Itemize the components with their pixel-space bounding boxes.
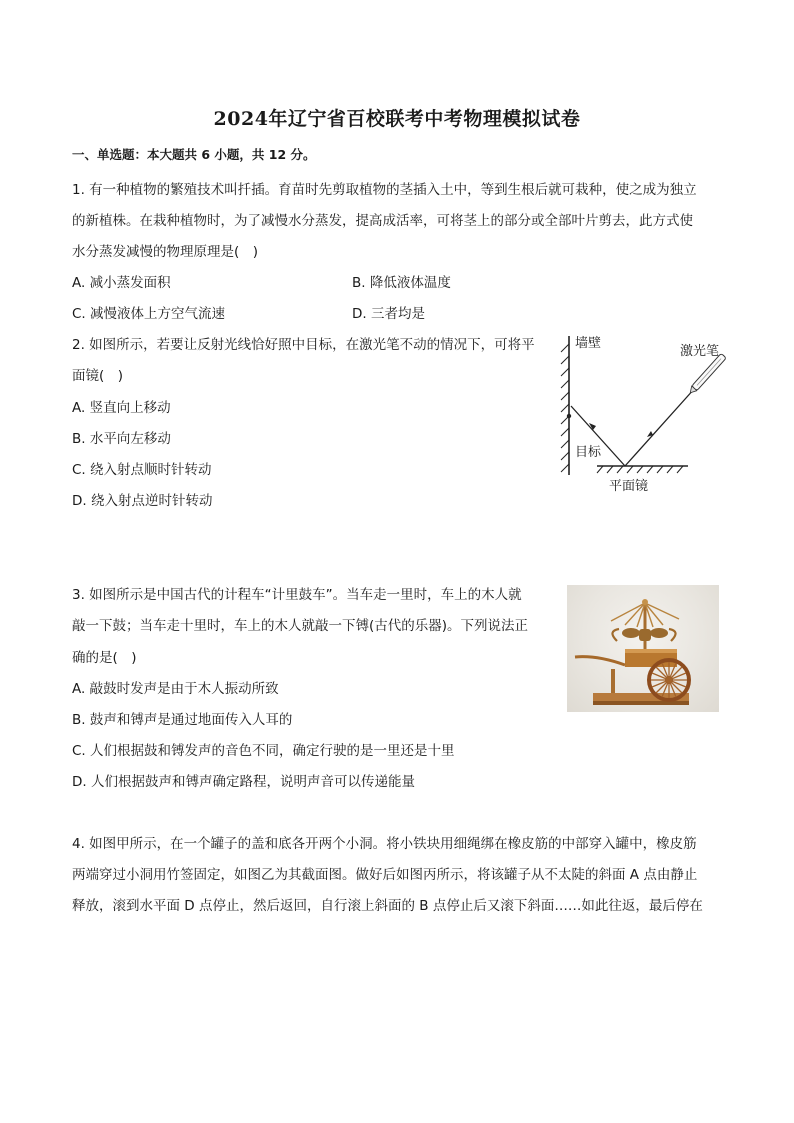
- section-heading: 一、单选题：本大题共 6 小题，共 12 分。: [72, 147, 316, 162]
- exam-title: 2024年辽宁省百校联考中考物理模拟试卷: [213, 108, 581, 130]
- q2-option-a[interactable]: A. 竖直向上移动: [72, 400, 171, 416]
- q4-line-3: 释放，滚到水平面 D 点停止，然后返回，自行滚上斜面的 B 点停止后又滚下斜面……如此往返，最后停在: [72, 898, 703, 914]
- q2-option-b[interactable]: B. 水平向左移动: [72, 431, 171, 447]
- q3-option-c[interactable]: C. 人们根据鼓和镈发声的音色不同，确定行驶的是一里还是十里: [72, 743, 455, 759]
- q3-option-d[interactable]: D. 人们根据鼓声和镈声确定路程，说明声音可以传递能量: [72, 774, 415, 790]
- reflection-diagram: [555, 330, 730, 495]
- q4-line-1: 4. 如图甲所示，在一个罐子的盖和底各开两个小洞。将小铁块用细绳绑在橡皮筋的中部穿入罐中，橡皮筋: [72, 836, 697, 852]
- drum-carriage-photo: [567, 585, 719, 712]
- q2-line-2: 面镜( ): [72, 368, 124, 384]
- q4-line-2: 两端穿过小洞用竹签固定，如图乙为其截面图。做好后如图丙所示，将该罐子从不太陡的斜面 A 点由静止: [72, 867, 698, 883]
- mirror-hatch: [597, 466, 683, 473]
- laser-label: 激光笔: [680, 344, 720, 359]
- target-dot: [567, 414, 571, 418]
- mirror-label: 平面镜: [609, 479, 649, 494]
- q2-option-d[interactable]: D. 绕入射点逆时针转动: [72, 493, 213, 509]
- q2-line-1: 2. 如图所示，若要让反射光线恰好照中目标，在激光笔不动的情况下，可将平: [72, 337, 535, 353]
- incident-ray: [625, 388, 695, 466]
- q1-option-d[interactable]: D. 三者均是: [352, 306, 425, 322]
- q2-option-c[interactable]: C. 绕入射点顺时针转动: [72, 462, 212, 478]
- q3-option-a[interactable]: A. 敲鼓时发声是由于木人振动所致: [72, 681, 279, 697]
- q1-line-2: 的新植株。在栽种植物时，为了减慢水分蒸发，提高成活率，可将茎上的部分或全部叶片剪去，此方式使: [72, 213, 693, 229]
- q1-line-1: 1. 有一种植物的繁殖技术叫扦插。育苗时先剪取植物的茎插入土中，等到生根后就可栽种，使之成为独立: [72, 182, 697, 198]
- q1-line-3: 水分蒸发减慢的物理原理是( ): [72, 244, 259, 260]
- wall-hatch: [561, 344, 569, 472]
- q1-option-c[interactable]: C. 减慢液体上方空气流速: [72, 306, 226, 322]
- q3-line-2: 敲一下鼓；当车走十里时，车上的木人就敲一下镈(古代的乐器)。下列说法正: [72, 618, 529, 634]
- q1-option-a[interactable]: A. 减小蒸发面积: [72, 275, 171, 291]
- target-label: 目标: [575, 445, 602, 460]
- q1-option-b[interactable]: B. 降低液体温度: [352, 275, 451, 291]
- wall-label: 墙壁: [575, 336, 602, 351]
- q3-option-b[interactable]: B. 鼓声和镈声是通过地面传入人耳的: [72, 712, 293, 728]
- laser-pen: [688, 353, 727, 395]
- q3-line-1: 3. 如图所示是中国古代的计程车“计里鼓车”。当车走一里时，车上的木人就: [72, 587, 522, 603]
- q3-line-3: 确的是( ): [72, 650, 137, 666]
